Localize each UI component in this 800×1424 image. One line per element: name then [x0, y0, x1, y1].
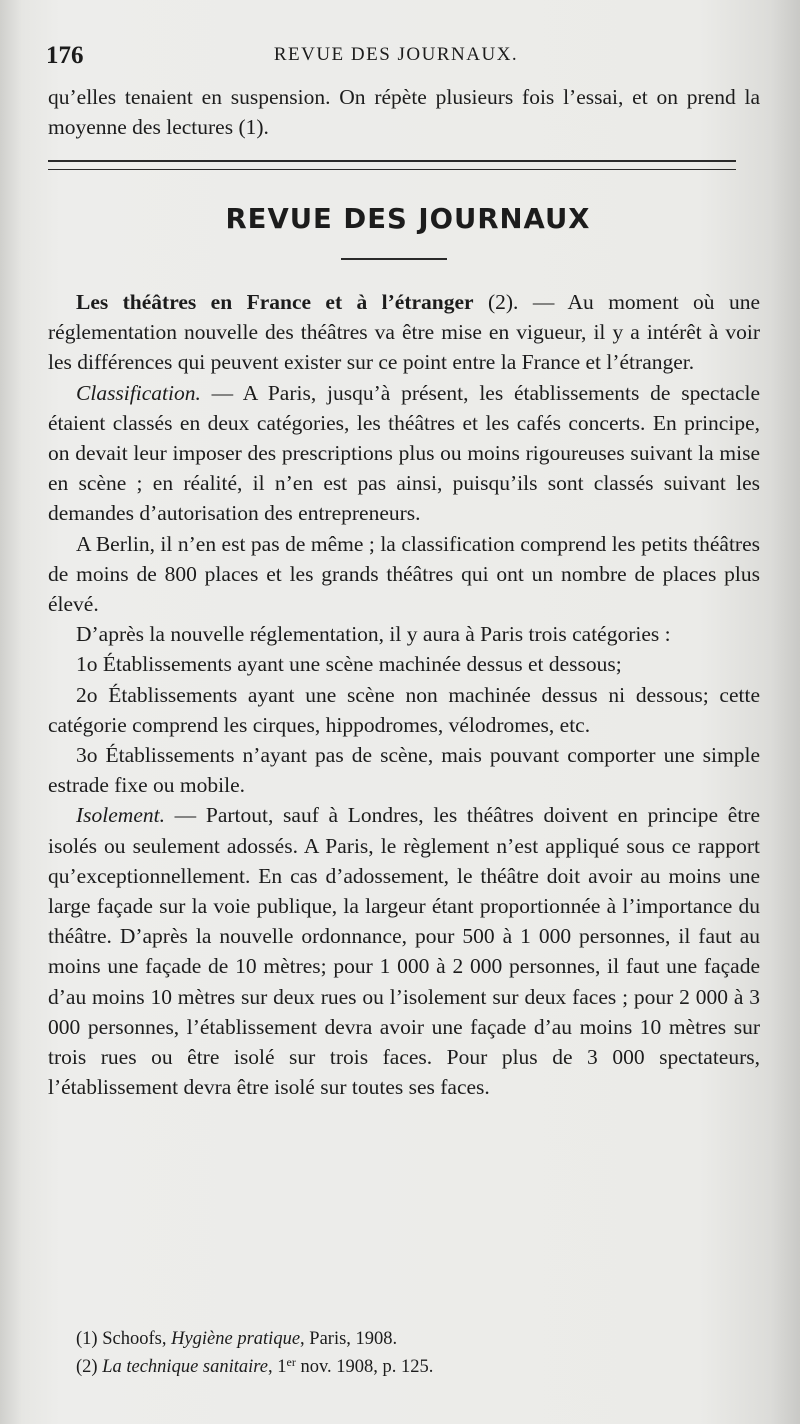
isolement-text: — Partout, sauf à Londres, les théâtres doivent en principe être isolés ou seulement adossés. A Paris, le règlement n’est appliqué sous ce rapport qu’exceptionnellement. En cas d’adossement, le théâtre doit avoir au moins une large façade sur la voie publique, la largeur étant proportionnée à l’importance du théâtre. D’après la nouvelle ordonnance, pour 500 à 1 000 personnes, il faut au moins une façade de 10 mètres; pour 1 000 à 2 000 personnes, il faut une façade d’au moins 10 mètres sur deux rues ou l’isolement sur deux faces ; pour 2 000 à 3 000 personnes, l’établissement devra avoir une façade d’au moins 10 mètres sur trois rues ou être isolé sur trois faces. Pour plus de 3 000 spectateurs, l’établissement devra être isolé sur toutes ses faces. — [48, 803, 760, 1100]
classification-text: — A Paris, jusqu’à présent, les établissements de spectacle étaient classés en deux catégories, les théâtres et les cafés concerts. En principe, on devait leur imposer des prescriptions plus ou moins rigoureuses suivant la mise en scène ; en réalité, il n’en est pas ainsi, puisqu’ils sont classés suivant les demandes d’autorisation des entrepreneurs. — [48, 380, 760, 526]
category-2-item: 2o Établissements ayant une scène non machinée dessus ni dessous; cette catégorie comprend les cirques, hippodromes, vélodromes, etc. — [48, 682, 760, 737]
footnote-1-title: Hygiène pratique — [171, 1329, 301, 1349]
new-rules-paragraph: D’après la nouvelle réglementation, il y aura à Paris trois catégories : — [76, 622, 671, 647]
berlin-paragraph: A Berlin, il n’en est pas de même ; la classification comprend les petits théâtres de moins de 800 places et les grands théâtres qui ont un nombre de places plus élevé. — [48, 531, 760, 617]
footnotes — [76, 1328, 756, 1379]
footnote-2-mid: , 1 — [268, 1357, 287, 1377]
footnote-1 — [76, 1328, 756, 1351]
footnote-1-rest: , Paris, 1908. — [300, 1329, 398, 1349]
footnote-2-marker: (2) — [76, 1357, 98, 1377]
footnote-2-superscript: er — [286, 1355, 296, 1369]
section-title: REVUE DES JOURNAUX — [225, 203, 591, 235]
article-title: Les théâtres en France et à l’étranger — [76, 290, 474, 314]
isolement-heading: Isolement. — [76, 803, 165, 828]
double-rule-divider — [48, 160, 736, 170]
carryover-paragraph — [48, 82, 760, 142]
footnote-2-rest: nov. 1908, p. 125. — [295, 1357, 434, 1377]
classification-paragraph — [48, 378, 760, 529]
carryover-text: qu’elles tenaient en suspension. On répète plusieurs fois l’essai, et on prend la moyenne des lectures (1). — [48, 85, 760, 140]
footnote-1-author: Schoofs, — [97, 1329, 172, 1349]
running-head: REVUE DES JOURNAUX. — [273, 44, 519, 65]
classification-heading: Classification. — [76, 380, 201, 405]
article-body — [48, 287, 760, 1102]
page-number: 176 — [46, 42, 84, 69]
short-rule-divider — [341, 258, 447, 260]
article-lead-text: (2). — Au moment où une réglementation nouvelle des théâtres va être mise en vigueur, il y a intérêt à voir les différences qui peuvent exister sur ce point entre la France et l’étranger. — [48, 290, 760, 375]
footnote-1-marker: (1) — [76, 1329, 98, 1349]
category-1-item: 1o Établissements ayant une scène machinée dessus et dessous; — [76, 652, 622, 677]
footnote-2-title: La technique sanitaire — [102, 1357, 268, 1377]
page-header — [46, 42, 746, 72]
isolement-paragraph — [48, 800, 760, 1102]
footnote-2 — [76, 1351, 756, 1379]
category-3-item: 3o Établissements n’ayant pas de scène, mais pouvant comporter une simple estrade fixe ou mobile. — [48, 743, 760, 798]
article-lead-paragraph — [48, 287, 760, 378]
